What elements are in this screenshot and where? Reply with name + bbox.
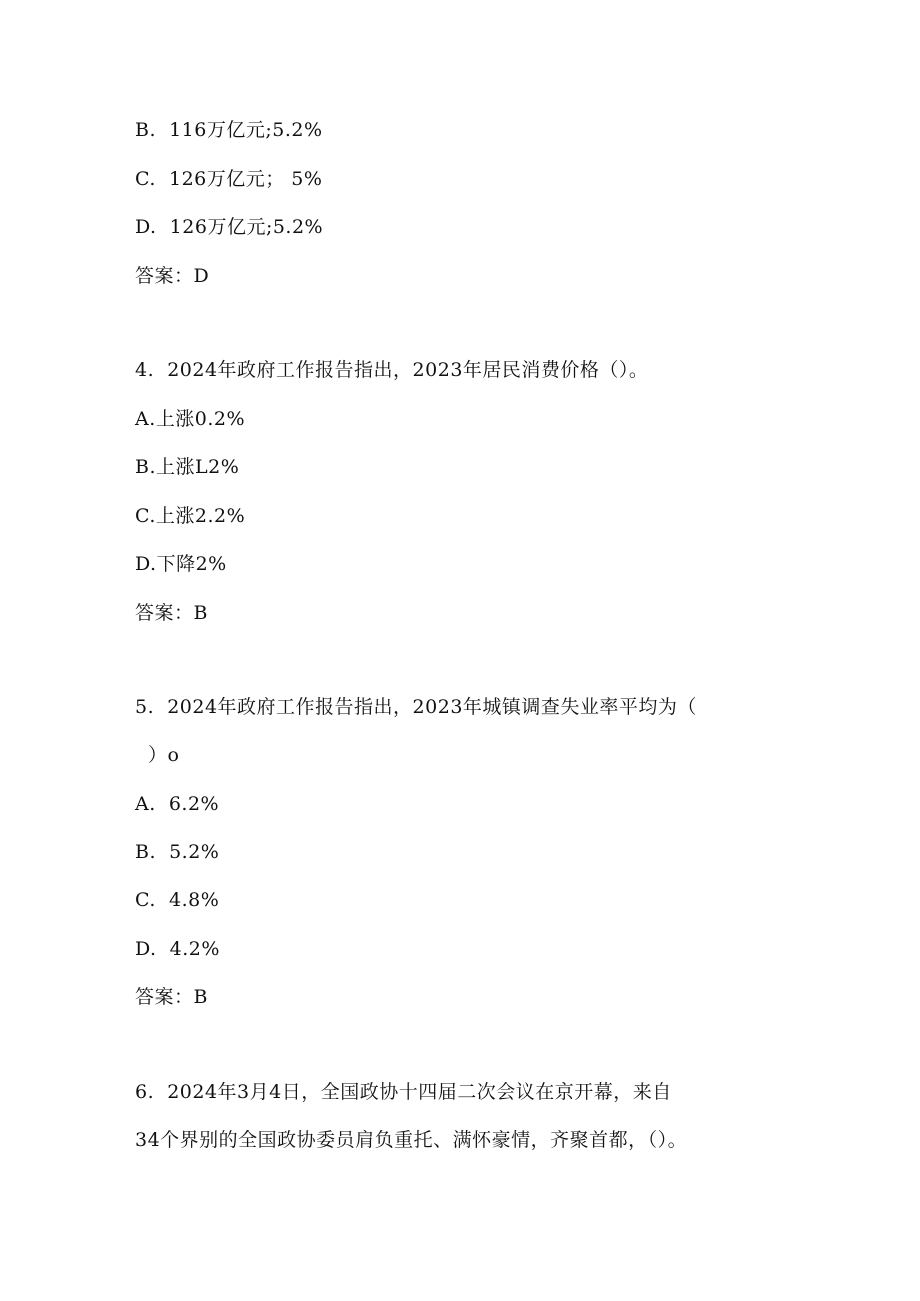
q5-option-d: D. 4.2% <box>135 938 220 960</box>
q4-option-d: D.下降2% <box>135 553 227 575</box>
q6-question-line2: 34个界别的全国政协委员肩负重托、满怀豪情，齐聚首都，（）。 <box>135 1129 688 1151</box>
q3-option-b: B. 116万亿元;5.2% <box>135 119 323 141</box>
q4-answer: 答案：B <box>135 602 208 624</box>
q3-option-c: C. 126万亿元； 5% <box>135 168 323 190</box>
q5-question-line1: 5. 2024年政府工作报告指出，2023年城镇调查失业率平均为（ <box>135 696 697 718</box>
q4-option-a: A.上涨0.2% <box>135 408 246 430</box>
q5-option-c: C. 4.8% <box>135 889 220 911</box>
q5-option-b: B. 5.2% <box>135 841 220 863</box>
q4-option-b: B.上涨L2% <box>135 456 240 478</box>
q5-question-line2: ）o <box>148 744 180 766</box>
q4-question: 4. 2024年政府工作报告指出，2023年居民消费价格（）。 <box>135 359 649 381</box>
q3-option-d: D. 126万亿元;5.2% <box>135 216 324 238</box>
q3-answer: 答案：D <box>135 265 210 287</box>
q6-question-line1: 6. 2024年3月4日，全国政协十四届二次会议在京开幕，来自 <box>135 1081 672 1103</box>
q4-option-c: C.上涨2.2% <box>135 505 246 527</box>
q5-answer: 答案：B <box>135 986 208 1008</box>
q5-option-a: A. 6.2% <box>135 793 220 815</box>
